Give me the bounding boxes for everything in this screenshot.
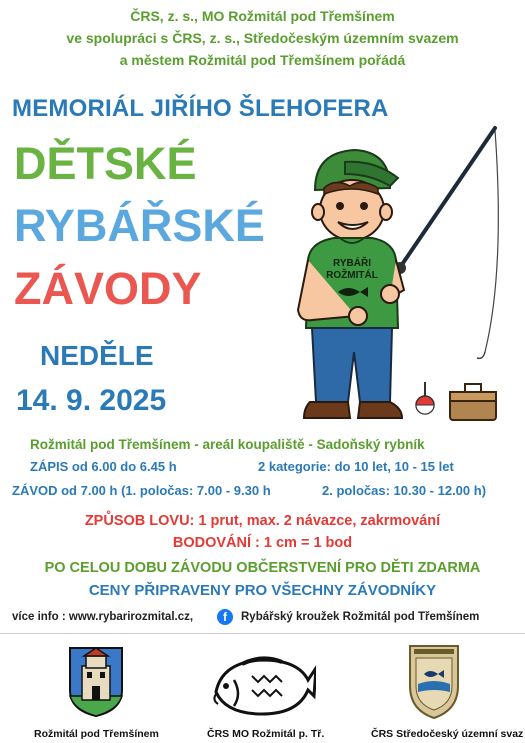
regional-union-shield-icon <box>408 644 460 720</box>
boy-fishing-illustration <box>290 120 510 430</box>
header-line-1: ČRS, z. s., MO Rožmitál pod Třemšínem <box>130 8 395 24</box>
title-word-competition: ZÁVODY <box>14 263 202 314</box>
header-line-3: a městem Rožmitál pod Třemšínem pořádá <box>119 52 406 68</box>
facebook-club-link[interactable]: Rybářský kroužek Rožmitál pod Třemšínem <box>241 611 480 623</box>
event-day: NEDĚLE <box>40 340 154 371</box>
registration-time: ZÁPIS od 6.00 do 6.45 h <box>30 459 177 474</box>
title-word-fishing: RYBÁŘSKÉ <box>14 200 265 251</box>
town-coat-of-arms-icon <box>68 646 124 718</box>
shirt-text-line-1: RYBÁŘI <box>333 258 371 269</box>
logo-caption-club: ČRS MO Rožmitál p. Tř. <box>207 728 325 740</box>
footer-divider <box>0 633 525 634</box>
facebook-icon[interactable]: f <box>217 609 233 625</box>
event-date: 14. 9. 2025 <box>16 384 167 417</box>
carp-fish-icon <box>212 650 316 722</box>
memorial-title: MEMORIÁL JIŘÍHO ŠLEHOFERA <box>12 95 389 122</box>
logo-caption-town: Rožmitál pod Třemšínem <box>34 728 159 740</box>
free-refreshment-note: PO CELOU DOBU ZÁVODU OBČERSTVENÍ PRO DĚTI ZDARMA <box>44 560 481 576</box>
more-info-link[interactable]: více info : www.rybarirozmital.cz, <box>12 611 194 623</box>
header-line-2: ve spolupráci s ČRS, z. s., Středočeským územním svazem <box>66 30 459 46</box>
race-time: ZÁVOD od 7.00 h (1. poločas: 7.00 - 9.30 h <box>12 483 271 498</box>
logo-caption-regional-union: ČRS Středočeský územní svaz <box>371 728 524 740</box>
scoring-rule: BODOVÁNÍ : 1 cm = 1 bod <box>172 535 353 551</box>
prizes-note: CENY PŘIPRAVENY PRO VŠECHNY ZÁVODNÍKY <box>88 582 437 599</box>
event-location: Rožmitál pod Třemšínem - areál koupaliště - Sadoňský rybník <box>30 437 425 452</box>
fishing-method: ZPŮSOB LOVU: 1 prut, max. 2 návazce, zakrmování <box>84 513 441 529</box>
age-categories: 2 kategorie: do 10 let, 10 - 15 let <box>258 459 454 474</box>
race-second-half: 2. poločas: 10.30 - 12.00 h) <box>322 483 487 498</box>
title-word-childrens: DĚTSKÉ <box>14 138 197 189</box>
shirt-text-line-2: ROŽMITÁL <box>326 270 378 281</box>
